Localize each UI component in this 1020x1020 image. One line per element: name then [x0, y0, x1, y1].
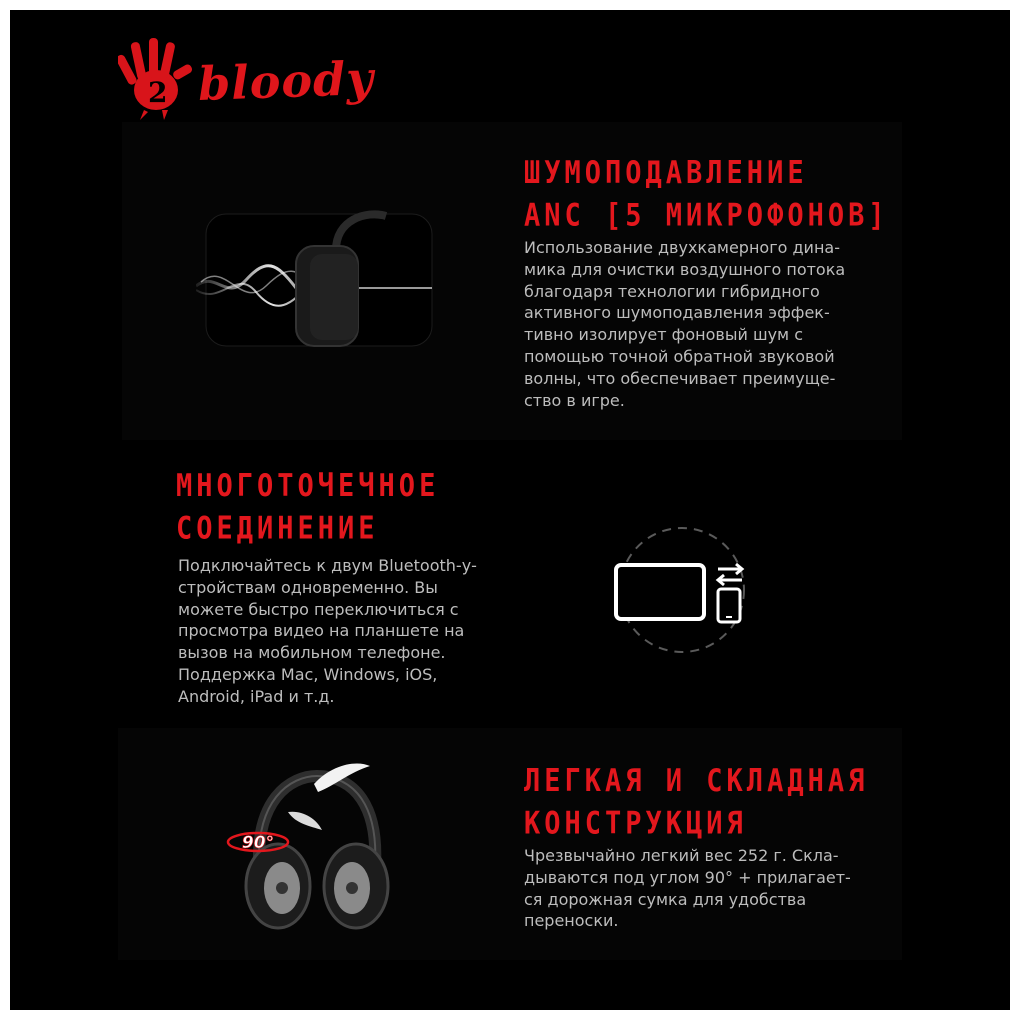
tablet-phone-switch-icon [600, 522, 760, 672]
heading-line: ANC [5 МИКРОФОНОВ] [524, 198, 889, 234]
hand-print-icon [118, 36, 198, 120]
text-line: Чрезвычайно легкий вес 252 г. Скла- [524, 846, 839, 865]
text-line: Android, iPad и т.д. [178, 686, 335, 706]
text-line: просмотра видео на планшете на [178, 621, 465, 641]
svg-text:2: 2 [148, 76, 168, 109]
text-line: тивно изолирует фоновый шум с [524, 325, 804, 345]
text-line: можете быстро переключиться с [178, 599, 459, 619]
brand-name: bloody [197, 50, 375, 112]
text-line: Использование двухкамерного дина- [524, 238, 840, 257]
text-line: помощью точной обратной звуковой [524, 346, 835, 366]
product-feature-page [10, 10, 1010, 1010]
text-line: вызов на мобильном телефоне. [178, 643, 446, 663]
text-line: дываются под углом 90° + прилагает- [524, 867, 851, 887]
section-multipoint-description [178, 555, 477, 708]
text-line: мика для очистки воздушного потока [524, 259, 846, 279]
text-line: ство в игре. [524, 390, 625, 410]
section-multipoint-heading [176, 465, 439, 550]
text-line: ся дорожная сумка для удобства [524, 889, 807, 909]
text-line: волны, что обеспечивает преимуще- [524, 368, 836, 388]
section-foldable-heading [524, 760, 868, 845]
section-anc-description [524, 237, 845, 411]
fold-angle-badge: 90° [241, 833, 275, 853]
text-line: переноски. [524, 911, 619, 931]
section-foldable-description [524, 845, 851, 932]
heading-line: КОНСТРУКЦИЯ [524, 806, 747, 842]
text-line: Подключайтесь к двум Bluetooth-у- [178, 556, 477, 575]
heading-line: СОЕДИНЕНИЕ [176, 511, 379, 547]
foldable-headphones-icon [222, 758, 402, 933]
text-line: Поддержка Mac, Windows, iOS, [178, 664, 438, 684]
section-anc-heading [524, 152, 889, 237]
brand-logo [118, 36, 375, 126]
heading-line: ШУМОПОДАВЛЕНИЕ [524, 155, 808, 192]
heading-line: ЛЕГКАЯ И СКЛАДНАЯ [524, 763, 869, 800]
text-line: активного шумоподавления эффек- [524, 303, 830, 323]
text-line: благодаря технологии гибридного [524, 281, 820, 301]
text-line: стройствам одновременно. Вы [178, 577, 438, 597]
heading-line: МНОГОТОЧЕЧНОЕ [176, 468, 440, 505]
headphone-soundwave-icon [196, 210, 436, 350]
